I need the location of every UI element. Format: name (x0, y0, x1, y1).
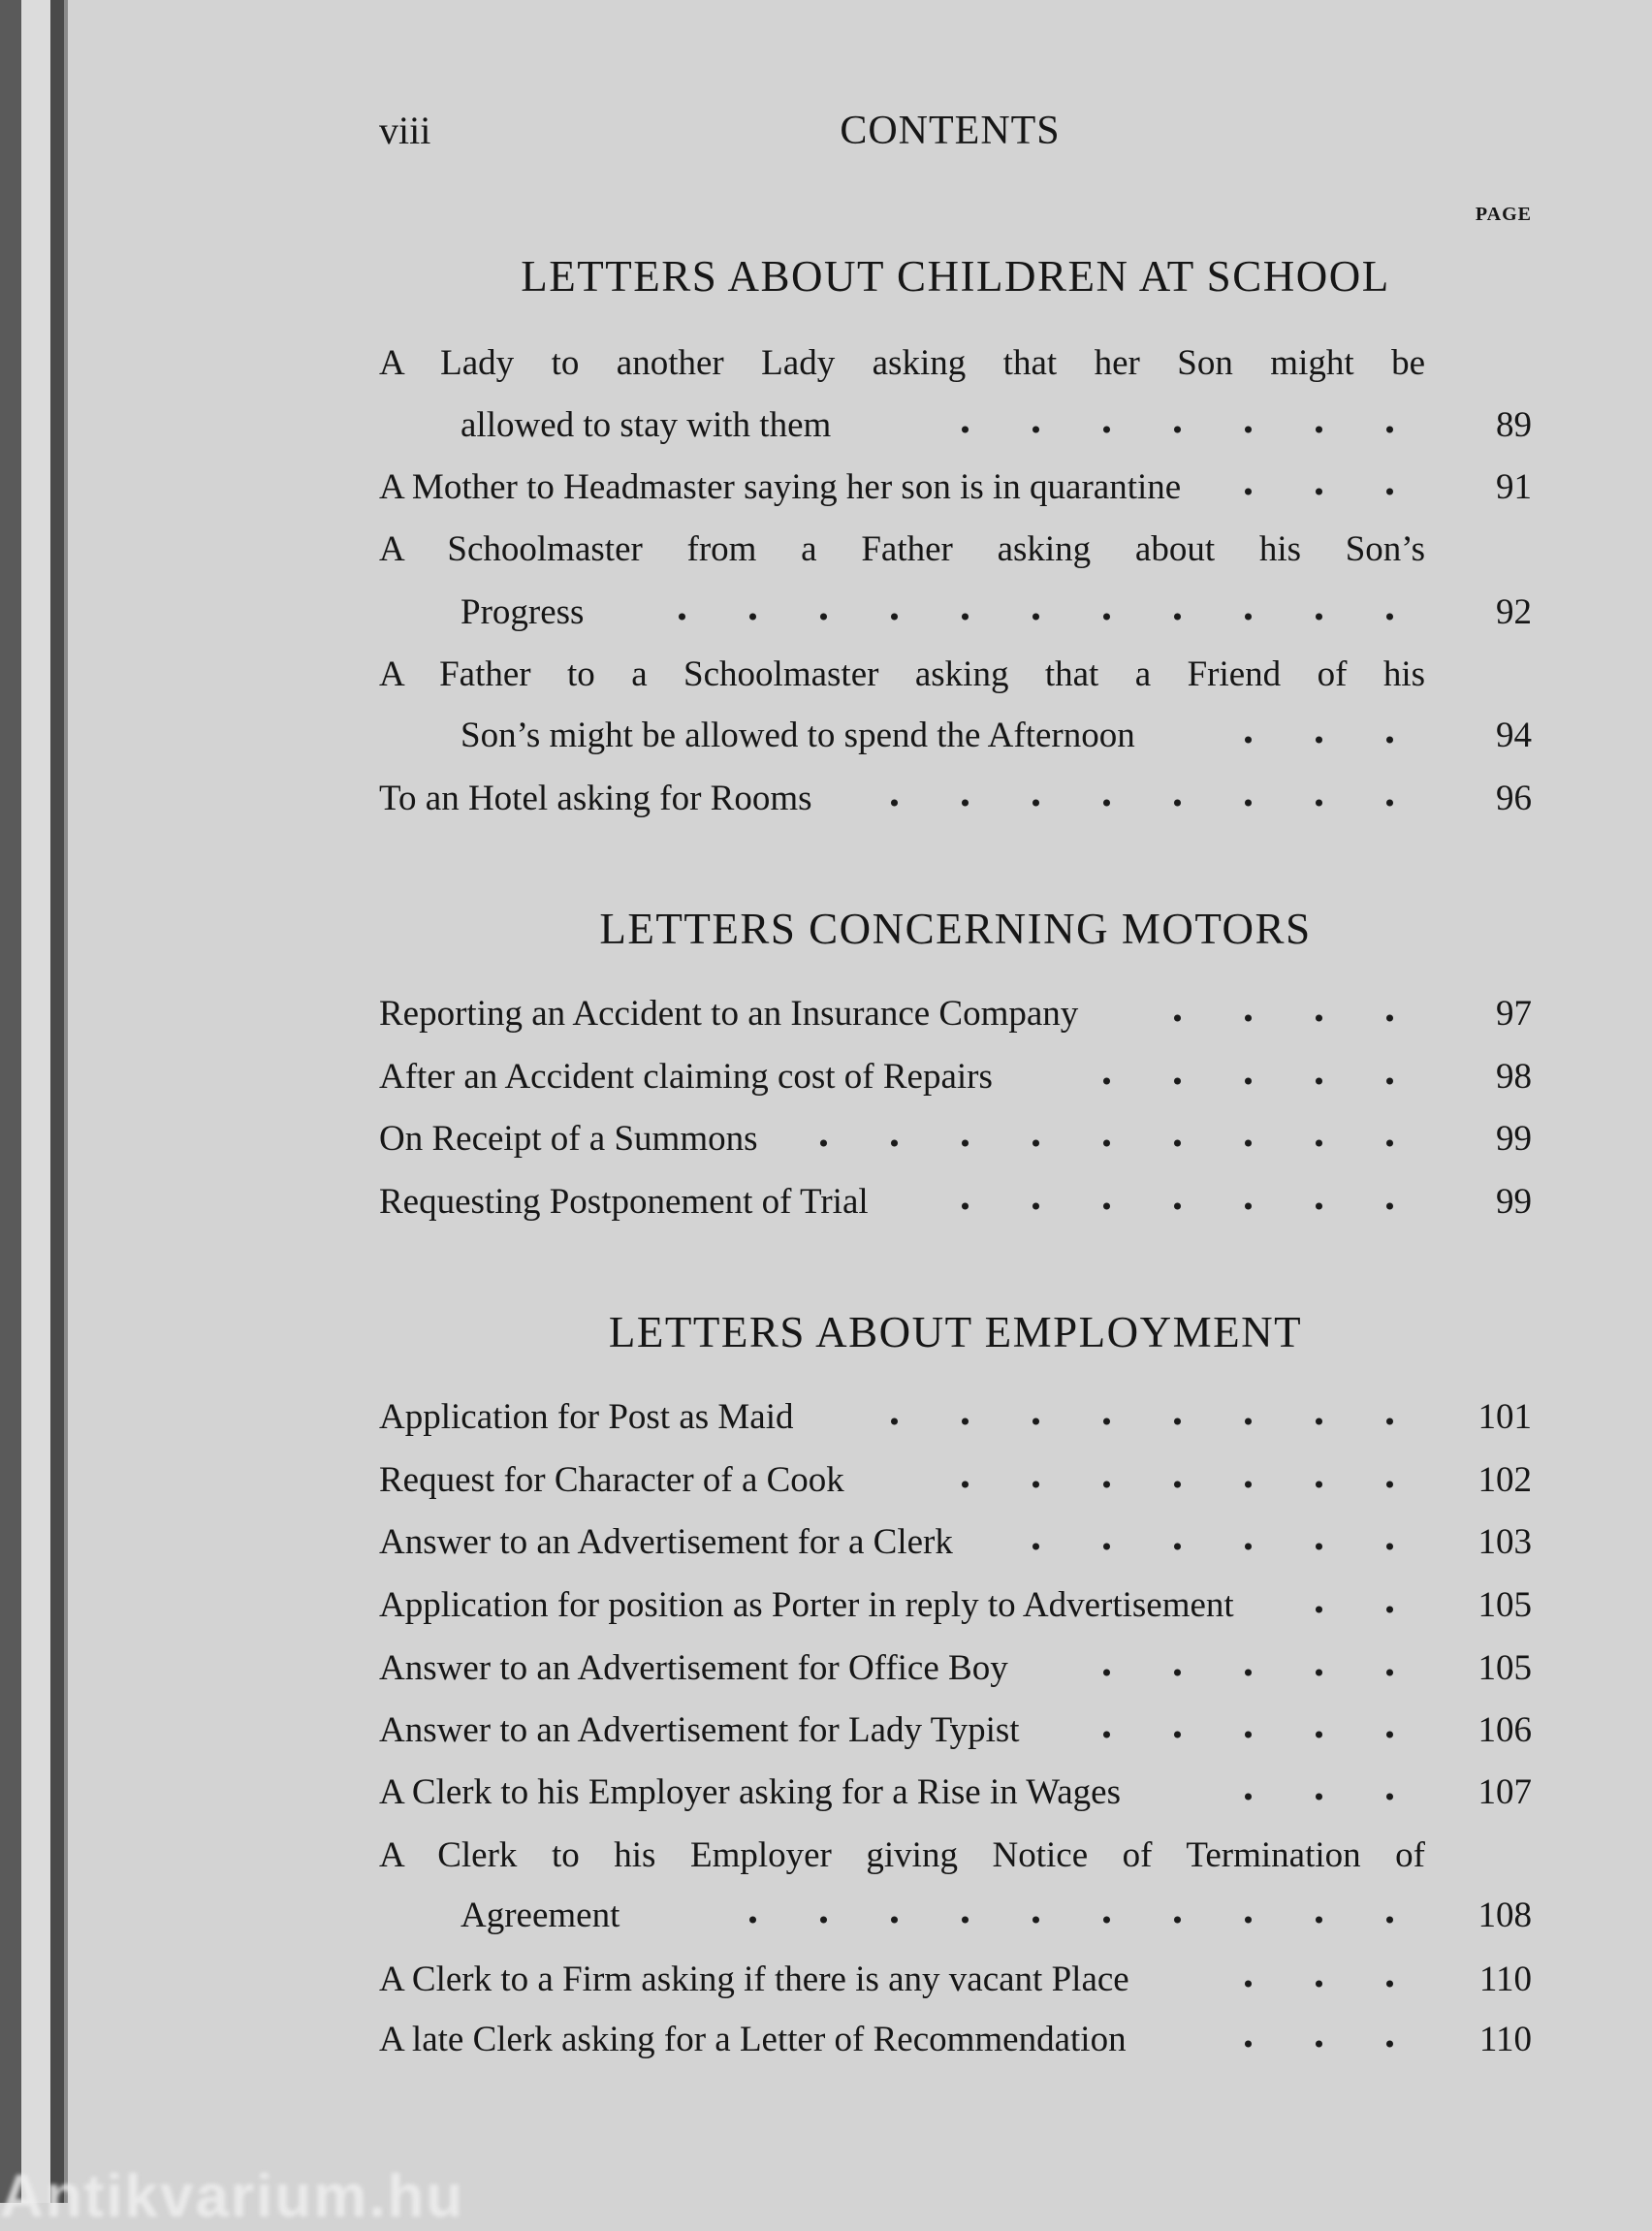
dot-leader (859, 773, 1425, 825)
toc-entry-title: Agreement (461, 1896, 620, 1935)
dot-leader (717, 1890, 1425, 1942)
dot-leader (647, 587, 1425, 639)
toc-entry[interactable] (379, 988, 1532, 1040)
toc-page-number: 97 (1496, 994, 1532, 1034)
toc-entry[interactable] (379, 1890, 1532, 1942)
page-title: CONTENTS (840, 109, 1061, 153)
toc-page-number: 89 (1496, 405, 1532, 445)
book-edge (21, 0, 50, 2203)
toc-entry[interactable] (379, 462, 1532, 514)
toc-page-number: 92 (1496, 592, 1532, 632)
toc-page-number: 107 (1477, 1772, 1532, 1812)
toc-entry-title: Application for Post as Maid (379, 1397, 794, 1437)
dot-leader (1142, 988, 1425, 1040)
toc-entry[interactable] (379, 2014, 1532, 2066)
section-heading: LETTERS ABOUT EMPLOYMENT (608, 1308, 1303, 1356)
dot-leader (930, 399, 1425, 452)
dot-leader (1071, 1642, 1425, 1695)
toc-page-number: 105 (1477, 1648, 1532, 1688)
toc-entry-title: A Lady to another Lady asking that her Son might be (379, 343, 1425, 383)
toc-page-number: 110 (1478, 2020, 1532, 2059)
toc-page-number: 101 (1477, 1397, 1532, 1437)
toc-entry[interactable] (379, 1454, 1532, 1507)
dot-leader (859, 1391, 1425, 1444)
toc-entry[interactable] (379, 710, 1532, 762)
page-column-label: PAGE (1475, 204, 1532, 225)
toc-entry-title: A late Clerk asking for a Letter of Recommendation (379, 2020, 1127, 2059)
toc-entry[interactable] (379, 524, 1532, 576)
toc-entry-title: A Clerk to his Employer giving Notice of Termination of (379, 1835, 1425, 1875)
toc-entry-title: A Clerk to his Employer asking for a Rise in Wages (379, 1772, 1122, 1812)
watermark: Antikvarium.hu (0, 2163, 465, 2230)
toc-entry-title: allowed to stay with them (461, 405, 832, 445)
toc-entry[interactable] (379, 1767, 1532, 1819)
toc-entry[interactable] (379, 399, 1532, 452)
toc-entry[interactable] (379, 1113, 1532, 1165)
toc-page-number: 108 (1477, 1896, 1532, 1935)
dot-leader (1213, 1767, 1425, 1819)
toc-page-number: 103 (1477, 1522, 1532, 1562)
toc-entry-title: Son’s might be allowed to spend the Afternoon (461, 716, 1135, 755)
dot-leader (1213, 462, 1425, 514)
toc-entry-title: A Mother to Headmaster saying her son is in quarantine (379, 467, 1182, 507)
book-gutter (50, 0, 64, 2203)
toc-entry-title: Progress (461, 592, 585, 632)
toc-entry-title: After an Accident claiming cost of Repairs (379, 1057, 993, 1097)
dot-leader (1071, 1051, 1425, 1103)
toc-entry-title: Requesting Postponement of Trial (379, 1182, 869, 1222)
toc-page-number: 96 (1496, 779, 1532, 818)
toc-entry[interactable] (379, 1391, 1532, 1444)
book-gutter-line (64, 0, 68, 2203)
toc-entry[interactable] (379, 587, 1532, 639)
toc-entry-title: Reporting an Accident to an Insurance Company (379, 994, 1079, 1034)
toc-entry[interactable] (379, 1705, 1532, 1757)
dot-leader (788, 1113, 1425, 1165)
toc-entry-title: To an Hotel asking for Rooms (379, 779, 812, 818)
toc-entry[interactable] (379, 1642, 1532, 1695)
toc-page-number: 102 (1477, 1460, 1532, 1500)
dot-leader (930, 1454, 1425, 1507)
toc-entry-title: Answer to an Advertisement for Office Boy (379, 1648, 1008, 1688)
toc-page-number: 106 (1477, 1710, 1532, 1750)
toc-entry[interactable] (379, 1176, 1532, 1228)
toc-page-number: 98 (1496, 1057, 1532, 1097)
toc-entry[interactable] (379, 1051, 1532, 1103)
toc-entry-title: Request for Character of a Cook (379, 1460, 844, 1500)
toc-page-number: 110 (1478, 1960, 1532, 1999)
section-heading: LETTERS ABOUT CHILDREN AT SCHOOL (521, 252, 1390, 301)
toc-entry[interactable] (379, 649, 1532, 701)
dot-leader (1071, 1705, 1425, 1757)
dot-leader (1213, 1954, 1425, 2006)
toc-entry-title: Answer to an Advertisement for Lady Typist (379, 1710, 1020, 1750)
dot-leader (1284, 1579, 1425, 1632)
dot-leader (1213, 2014, 1425, 2066)
toc-entry[interactable] (379, 1579, 1532, 1632)
toc-entry[interactable] (379, 773, 1532, 825)
book-spine-shadow (0, 0, 21, 2203)
toc-entry-title: A Schoolmaster from a Father asking about his Son’s (379, 529, 1425, 569)
page-number: viii (379, 109, 431, 152)
toc-page-number: 99 (1496, 1182, 1532, 1222)
toc-entry[interactable] (379, 337, 1532, 390)
toc-entry-title: Answer to an Advertisement for a Clerk (379, 1522, 953, 1562)
toc-entry[interactable] (379, 1830, 1532, 1882)
toc-entry[interactable] (379, 1954, 1532, 2006)
dot-leader (1001, 1516, 1425, 1569)
toc-entry-title: Application for position as Porter in reply to Advertisement (379, 1585, 1234, 1625)
section-heading: LETTERS CONCERNING MOTORS (599, 905, 1312, 953)
toc-entry-title: A Clerk to a Firm asking if there is any vacant Place (379, 1960, 1129, 1999)
toc-entry-title: On Receipt of a Summons (379, 1119, 758, 1159)
dot-leader (1213, 710, 1425, 762)
toc-page-number: 99 (1496, 1119, 1532, 1159)
dot-leader (930, 1176, 1425, 1228)
toc-page-number: 105 (1477, 1585, 1532, 1625)
toc-page-number: 91 (1496, 467, 1532, 507)
toc-entry[interactable] (379, 1516, 1532, 1569)
toc-page-number: 94 (1496, 716, 1532, 755)
toc-entry-title: A Father to a Schoolmaster asking that a Friend of his (379, 654, 1425, 694)
